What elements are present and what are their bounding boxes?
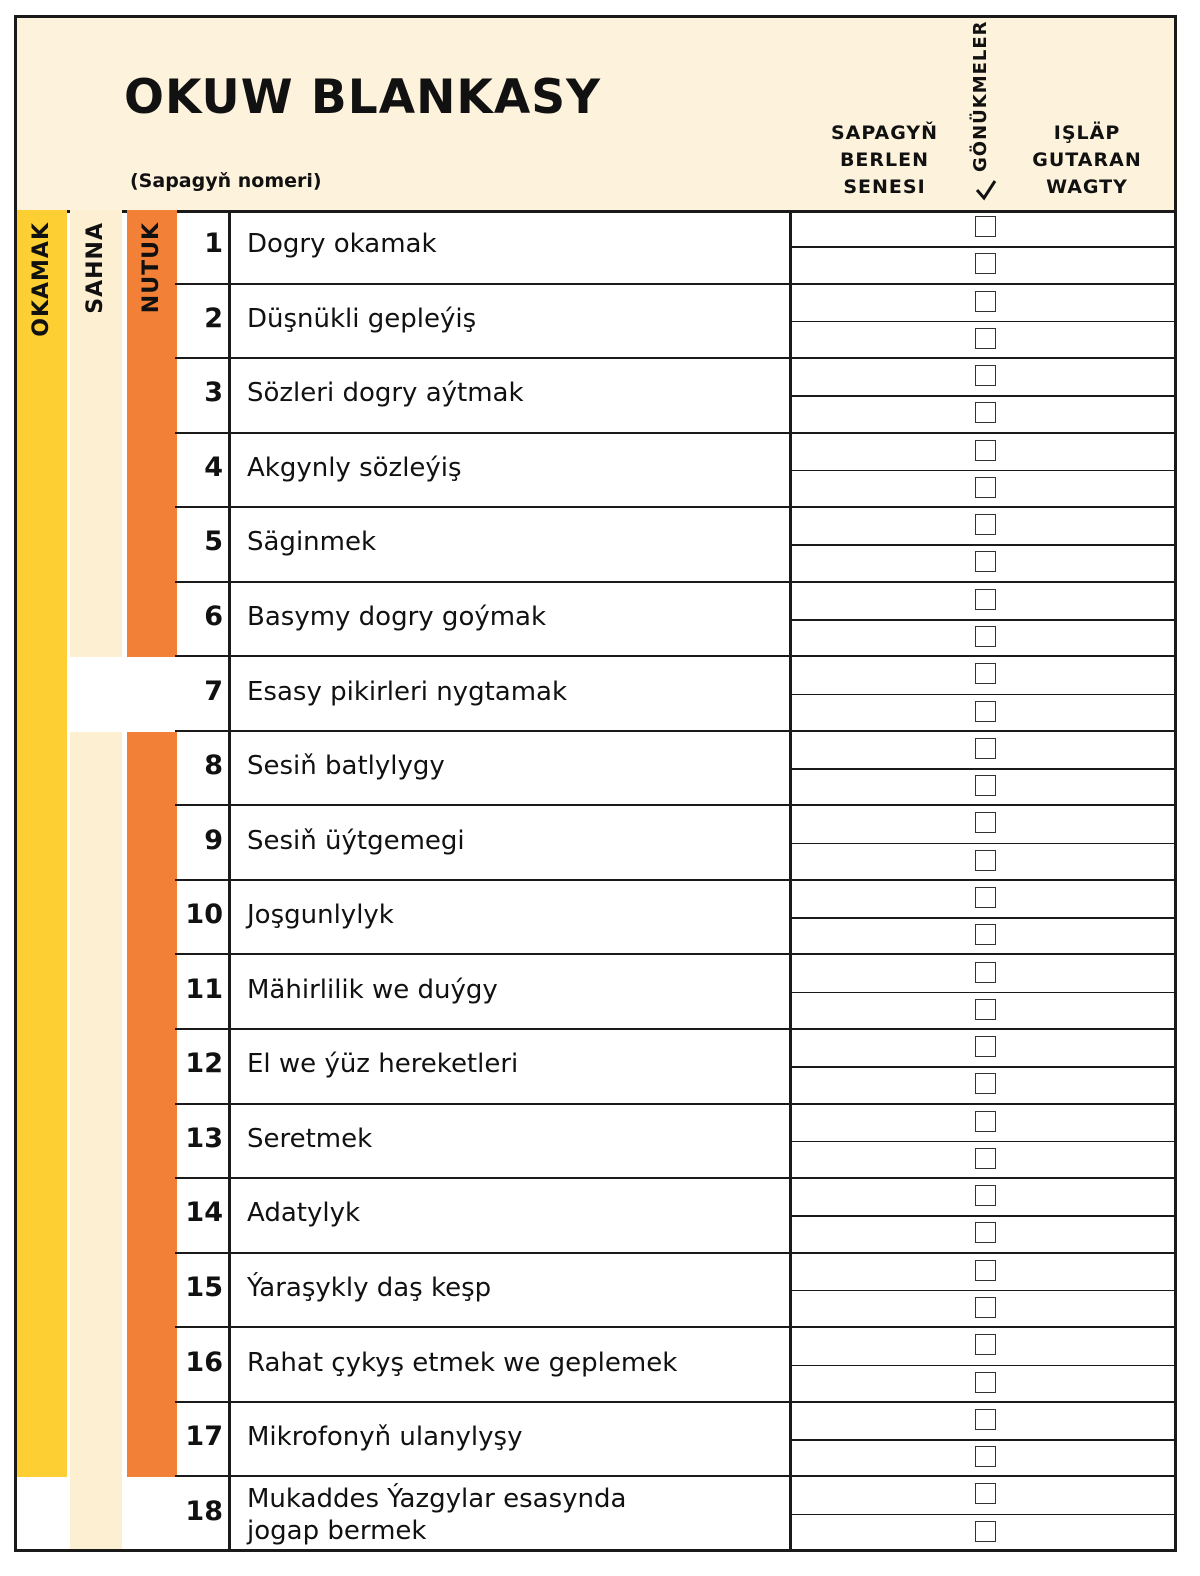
- band-okamak-label: OKAMAK: [29, 222, 54, 337]
- exercise-checkbox[interactable]: [975, 365, 996, 386]
- exercise-checkbox[interactable]: [975, 850, 996, 871]
- band-sahna-lower: [70, 732, 122, 1552]
- study-point-number: 8: [204, 750, 223, 782]
- study-point-number: 16: [185, 1346, 223, 1378]
- study-point-number: 18: [185, 1495, 223, 1527]
- column-header-exercises: [970, 22, 1000, 202]
- study-point-row: [175, 285, 1174, 360]
- date-entry-divider: [792, 619, 1174, 621]
- exercise-checkbox[interactable]: [975, 626, 996, 647]
- date-entry-divider: [792, 1066, 1174, 1068]
- band-sahna-label: SAHNA: [83, 222, 108, 314]
- study-point-row: [175, 1403, 1174, 1478]
- date-entry-divider: [792, 1141, 1174, 1143]
- checkmark-icon: [974, 178, 998, 202]
- study-point-label: Seretmek: [247, 1123, 373, 1154]
- date-entry-divider: [792, 1290, 1174, 1292]
- date-entry-divider: [792, 470, 1174, 472]
- study-point-row: [175, 806, 1174, 881]
- date-entry-divider: [792, 395, 1174, 397]
- date-entry-divider: [792, 1215, 1174, 1217]
- exercise-checkbox[interactable]: [975, 775, 996, 796]
- exercise-checkbox[interactable]: [975, 589, 996, 610]
- exercise-checkbox[interactable]: [975, 1111, 996, 1132]
- study-point-label: Ýaraşykly daş keşp: [247, 1272, 492, 1303]
- number-column-divider: [228, 210, 231, 1552]
- exercise-checkbox[interactable]: [975, 1260, 996, 1281]
- main-column-divider: [789, 210, 792, 1552]
- study-point-label: Sesiň batlylygy: [247, 751, 445, 782]
- band-okamak: [17, 210, 67, 1477]
- study-point-row: [175, 881, 1174, 956]
- study-point-label: Säginmek: [247, 527, 377, 558]
- date-entry-divider: [792, 1514, 1174, 1516]
- date-entry-divider: [792, 992, 1174, 994]
- form-header: [17, 18, 1174, 213]
- column-header-exercises-label: GÖNÜKMELER: [970, 20, 991, 172]
- exercise-checkbox[interactable]: [975, 216, 996, 237]
- study-point-number: 9: [204, 824, 223, 856]
- exercise-checkbox[interactable]: [975, 1297, 996, 1318]
- exercise-checkbox[interactable]: [975, 999, 996, 1020]
- study-point-label: Adatylyk: [247, 1198, 361, 1229]
- study-point-row: [175, 1030, 1174, 1105]
- study-point-label: Mikrofonyň ulanylyşy: [247, 1422, 523, 1453]
- exercise-checkbox[interactable]: [975, 1483, 996, 1504]
- study-point-number: 12: [185, 1048, 223, 1080]
- column-header-completed-time: IŞLÄP GUTARAN WAGTY: [1032, 122, 1142, 198]
- study-point-row: [175, 210, 1174, 285]
- form-subtitle: (Sapagyň nomeri): [130, 170, 322, 192]
- exercise-checkbox[interactable]: [975, 514, 996, 535]
- study-point-number: 17: [185, 1421, 223, 1453]
- date-entry-divider: [792, 1439, 1174, 1441]
- exercise-checkbox[interactable]: [975, 551, 996, 572]
- band-sahna: [70, 210, 122, 657]
- date-entry-divider: [792, 768, 1174, 770]
- date-entry-divider: [792, 843, 1174, 845]
- study-point-label: Mähirlilik we duýgy: [247, 974, 498, 1005]
- exercise-checkbox[interactable]: [975, 924, 996, 945]
- exercise-checkbox[interactable]: [975, 291, 996, 312]
- study-point-number: 4: [204, 451, 223, 483]
- study-point-number: 13: [185, 1122, 223, 1154]
- exercise-checkbox[interactable]: [975, 1148, 996, 1169]
- exercise-checkbox[interactable]: [975, 962, 996, 983]
- column-header-assigned-date: SAPAGYŇ BERLEN SENESI: [830, 122, 939, 198]
- date-entry-divider: [792, 544, 1174, 546]
- exercise-checkbox[interactable]: [975, 1036, 996, 1057]
- date-entry-divider: [792, 1365, 1174, 1367]
- study-point-label: Sözleri dogry aýtmak: [247, 378, 524, 409]
- exercise-checkbox[interactable]: [975, 1521, 996, 1542]
- study-point-row: [175, 732, 1174, 807]
- study-point-label: Basymy dogry goýmak: [247, 602, 547, 633]
- study-point-row: [175, 956, 1174, 1031]
- date-entry-divider: [792, 694, 1174, 696]
- exercise-checkbox[interactable]: [975, 1334, 996, 1355]
- exercise-checkbox[interactable]: [975, 328, 996, 349]
- study-point-row: [175, 1254, 1174, 1329]
- study-point-row: [175, 1328, 1174, 1403]
- study-point-number: 10: [185, 899, 223, 931]
- study-point-label: Rahat çykyş etmek we geplemek: [247, 1347, 678, 1378]
- exercise-checkbox[interactable]: [975, 1185, 996, 1206]
- exercise-checkbox[interactable]: [975, 402, 996, 423]
- exercise-checkbox[interactable]: [975, 1372, 996, 1393]
- study-point-row: [175, 657, 1174, 732]
- band-nutuk-lower: [127, 732, 177, 1478]
- date-entry-divider: [792, 321, 1174, 323]
- exercise-checkbox[interactable]: [975, 1073, 996, 1094]
- study-point-row: [175, 583, 1174, 658]
- study-point-number: 14: [185, 1197, 223, 1229]
- study-point-label: Mukaddes Ýazgylar esasynda jogap bermek: [247, 1484, 627, 1547]
- study-point-row: [175, 1477, 1174, 1552]
- band-nutuk-label: NUTUK: [139, 222, 164, 314]
- exercise-checkbox[interactable]: [975, 663, 996, 684]
- study-point-label: Sesiň üýtgemegi: [247, 825, 465, 856]
- study-point-number: 11: [185, 973, 223, 1005]
- study-point-label: El we ýüz hereketleri: [247, 1049, 519, 1080]
- exercise-checkbox[interactable]: [975, 1446, 996, 1467]
- study-point-row: [175, 1179, 1174, 1254]
- study-point-label: Dogry okamak: [247, 229, 437, 260]
- exercise-checkbox[interactable]: [975, 887, 996, 908]
- study-point-row: [175, 1105, 1174, 1180]
- study-point-label: Akgynly sözleýiş: [247, 452, 462, 483]
- study-point-label: Esasy pikirleri nygtamak: [247, 676, 568, 707]
- study-point-number: 2: [204, 302, 223, 334]
- study-point-row: [175, 508, 1174, 583]
- exercise-checkbox[interactable]: [975, 738, 996, 759]
- study-point-number: 3: [204, 377, 223, 409]
- exercise-checkbox[interactable]: [975, 1409, 996, 1430]
- study-form-sheet: [14, 15, 1177, 1552]
- study-point-number: 5: [204, 526, 223, 558]
- date-entry-divider: [792, 246, 1174, 248]
- study-point-row: [175, 434, 1174, 509]
- form-title: OKUW BLANKASY: [124, 70, 602, 125]
- exercise-checkbox[interactable]: [975, 701, 996, 722]
- date-entry-divider: [792, 917, 1174, 919]
- exercise-checkbox[interactable]: [975, 812, 996, 833]
- study-point-number: 1: [204, 228, 223, 260]
- study-point-label: Düşnükli gepleýiş: [247, 303, 477, 334]
- study-point-number: 6: [204, 601, 223, 633]
- study-point-label: Joşgunlylyk: [247, 900, 394, 931]
- exercise-checkbox[interactable]: [975, 440, 996, 461]
- study-point-number: 7: [204, 675, 223, 707]
- study-point-number: 15: [185, 1271, 223, 1303]
- band-nutuk: [127, 210, 177, 657]
- exercise-checkbox[interactable]: [975, 1222, 996, 1243]
- study-point-row: [175, 359, 1174, 434]
- exercise-checkbox[interactable]: [975, 477, 996, 498]
- exercise-checkbox[interactable]: [975, 253, 996, 274]
